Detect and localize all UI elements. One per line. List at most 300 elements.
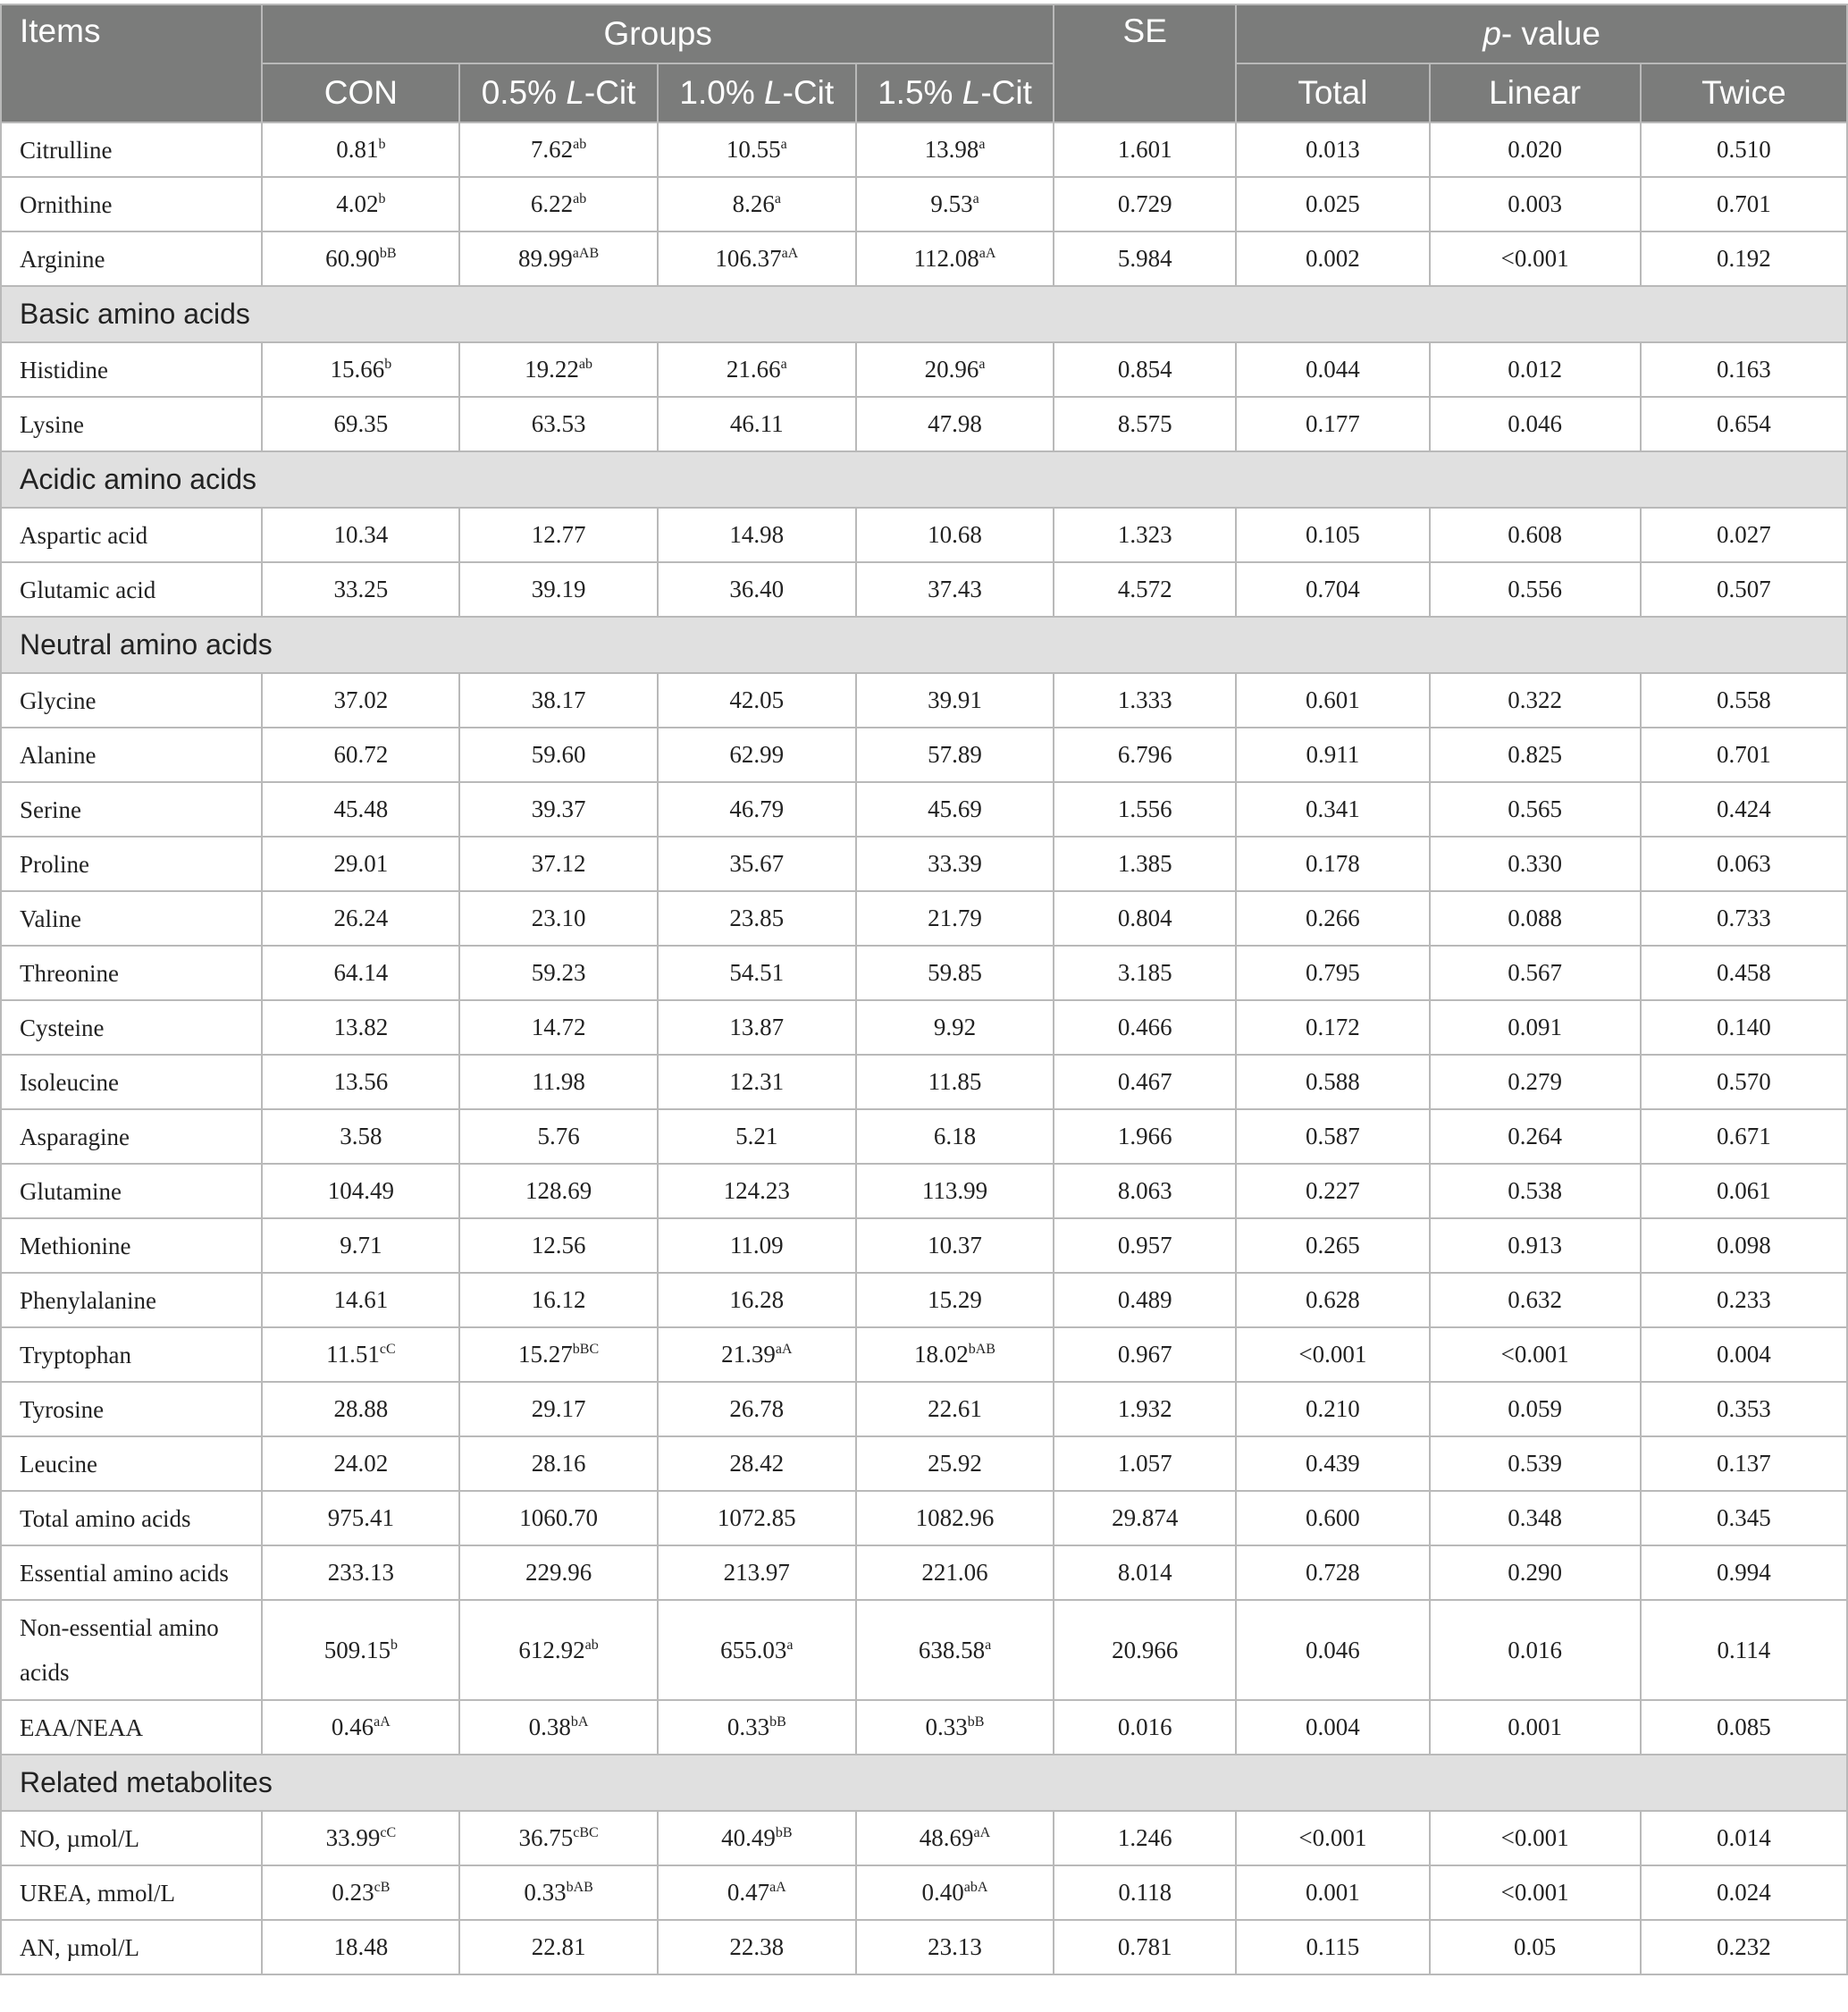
group-value-cell: [658, 782, 856, 837]
p-twice-cell: 0.192: [1641, 232, 1847, 286]
item-name-cell: Tryptophan: [1, 1327, 262, 1382]
p-linear-cell: 0.539: [1430, 1436, 1641, 1491]
significance-superscript: b: [378, 137, 386, 152]
significance-superscript: aAB: [572, 246, 600, 261]
group-value: 11.09: [729, 1232, 784, 1259]
group-value-cell: [459, 946, 657, 1000]
p-total-cell: 0.341: [1236, 782, 1429, 837]
group-value-cell: [658, 1700, 856, 1755]
se-cell: 1.246: [1054, 1811, 1236, 1865]
group-value: 233.13: [327, 1559, 394, 1586]
group-value: 15.66: [330, 356, 385, 383]
group-value-cell: [459, 1109, 657, 1164]
p-twice-cell: 0.654: [1641, 397, 1847, 451]
p-total-cell: 0.172: [1236, 1000, 1429, 1055]
group-value: 10.55: [726, 136, 781, 163]
group-15-prefix: 1.5%: [878, 74, 962, 111]
table-row: [1, 122, 1847, 177]
group-15-suffix: -Cit: [980, 74, 1032, 111]
group-05-header: [459, 63, 657, 122]
group-value-cell: [658, 1109, 856, 1164]
group-value: 15.27: [518, 1341, 573, 1368]
group-value-cell: [856, 342, 1054, 397]
group-value-cell: [262, 177, 459, 232]
p-linear-cell: <0.001: [1430, 1865, 1641, 1920]
group-value: 19.22: [525, 356, 579, 383]
group-value: 9.53: [930, 190, 973, 217]
group-value-cell: [262, 1436, 459, 1491]
item-name-cell: Citrulline: [1, 122, 262, 177]
significance-superscript: a: [780, 357, 787, 372]
group-value-cell: [459, 1382, 657, 1436]
group-value-cell: [262, 1920, 459, 1974]
group-value: 64.14: [333, 959, 389, 986]
p-linear-cell: <0.001: [1430, 1811, 1641, 1865]
group-value: 12.56: [531, 1232, 586, 1259]
group-value: 4.02: [336, 190, 379, 217]
group-con-label: CON: [323, 74, 398, 111]
group-value: 46.79: [729, 796, 785, 822]
table-row: [1, 1600, 1847, 1700]
table-row: [1, 1327, 1847, 1382]
table-row: [1, 1811, 1847, 1865]
item-name-cell: Tyrosine: [1, 1382, 262, 1436]
group-value-cell: [856, 1327, 1054, 1382]
group-value-cell: [856, 122, 1054, 177]
group-value: 9.92: [933, 1014, 977, 1040]
group-value-cell: [459, 342, 657, 397]
group-value-cell: [658, 342, 856, 397]
group-value: 11.85: [928, 1068, 982, 1095]
group-value-cell: [856, 1382, 1054, 1436]
group-value-cell: [262, 232, 459, 286]
p-linear-cell: 0.538: [1430, 1164, 1641, 1218]
p-twice-cell: 0.733: [1641, 891, 1847, 946]
p-total-cell: 0.002: [1236, 232, 1429, 286]
group-value-cell: [658, 728, 856, 782]
group-value-cell: [262, 397, 459, 451]
section-label: Neutral amino acids: [1, 617, 1847, 673]
p-linear-cell: 0.322: [1430, 673, 1641, 728]
item-name-cell: Histidine: [1, 342, 262, 397]
significance-superscript: ab: [584, 1637, 599, 1653]
p-total-cell: 0.587: [1236, 1109, 1429, 1164]
group-value: 22.81: [531, 1933, 586, 1960]
table-row: [1, 1700, 1847, 1755]
p-total-cell: 0.046: [1236, 1600, 1429, 1700]
p-total-cell: 0.227: [1236, 1164, 1429, 1218]
item-name-cell: Proline: [1, 837, 262, 891]
group-value: 21.66: [726, 356, 781, 383]
group-value-cell: [262, 1491, 459, 1545]
significance-superscript: bB: [967, 1714, 985, 1730]
group-value-cell: [262, 1327, 459, 1382]
group-value-cell: [262, 1000, 459, 1055]
group-value: 29.01: [333, 850, 389, 877]
group-value-cell: [856, 891, 1054, 946]
p-total-cell: 0.115: [1236, 1920, 1429, 1974]
p-linear-cell: 0.046: [1430, 397, 1641, 451]
p-twice-cell: 0.558: [1641, 673, 1847, 728]
significance-superscript: cC: [379, 1342, 396, 1357]
group-value: 69.35: [333, 410, 389, 437]
group-value-cell: [459, 397, 657, 451]
p-linear-cell: 0.330: [1430, 837, 1641, 891]
p-linear-cell: 0.016: [1430, 1600, 1641, 1700]
group-value-cell: [658, 673, 856, 728]
group-value-cell: [262, 1382, 459, 1436]
group-value: 60.72: [333, 741, 389, 768]
p-linear-cell: 0.003: [1430, 177, 1641, 232]
group-value: 59.85: [928, 959, 982, 986]
group-value: 14.61: [333, 1286, 389, 1313]
table-row: [1, 891, 1847, 946]
item-name-cell: Phenylalanine: [1, 1273, 262, 1327]
table-row: [1, 782, 1847, 837]
p-twice-cell: 0.507: [1641, 562, 1847, 617]
section-row: [1, 617, 1847, 673]
group-value-cell: [856, 508, 1054, 562]
group-value-cell: [459, 1920, 657, 1974]
group-15-header: [856, 63, 1054, 122]
table-row: [1, 177, 1847, 232]
group-value-cell: [658, 562, 856, 617]
significance-superscript: a: [979, 357, 986, 372]
table-row: [1, 342, 1847, 397]
significance-superscript: aA: [973, 1825, 991, 1840]
group-value: 39.91: [928, 686, 982, 713]
group-value-cell: [658, 1000, 856, 1055]
p-twice-cell: 0.458: [1641, 946, 1847, 1000]
table-row: [1, 508, 1847, 562]
p-twice-cell: 0.024: [1641, 1865, 1847, 1920]
group-value-cell: [262, 1600, 459, 1700]
p-linear-cell: 0.264: [1430, 1109, 1641, 1164]
group-value: 229.96: [525, 1559, 592, 1586]
p-linear-cell: 0.565: [1430, 782, 1641, 837]
section-label: Related metabolites: [1, 1755, 1847, 1811]
group-value: 45.48: [333, 796, 389, 822]
p-total-cell: 0.600: [1236, 1491, 1429, 1545]
group-value-cell: [459, 891, 657, 946]
p-linear-cell: <0.001: [1430, 1327, 1641, 1382]
group-value: 13.98: [924, 136, 979, 163]
significance-superscript: aA: [979, 246, 996, 261]
table-row: [1, 946, 1847, 1000]
group-value-cell: [658, 1218, 856, 1273]
group-value: 54.51: [729, 959, 785, 986]
se-cell: 1.323: [1054, 508, 1236, 562]
p-total-cell: 0.628: [1236, 1273, 1429, 1327]
group-05-prefix: 0.5%: [481, 74, 567, 111]
group-value: 37.12: [531, 850, 586, 877]
p-total-cell: 0.044: [1236, 342, 1429, 397]
p-twice-cell: 0.701: [1641, 728, 1847, 782]
group-value-cell: [262, 1164, 459, 1218]
group-value-cell: [856, 1865, 1054, 1920]
group-value: 5.21: [735, 1123, 778, 1149]
group-value: 42.05: [729, 686, 785, 713]
se-cell: 1.966: [1054, 1109, 1236, 1164]
group-value: 104.49: [327, 1177, 394, 1204]
group-value: 1072.85: [717, 1504, 796, 1531]
p-total-header: Total: [1236, 63, 1429, 122]
table-row: [1, 397, 1847, 451]
item-name-cell: Total amino acids: [1, 1491, 262, 1545]
group-value-cell: [459, 1545, 657, 1600]
item-name-cell: Glycine: [1, 673, 262, 728]
group-value: 26.24: [333, 905, 389, 931]
group-value-cell: [658, 1491, 856, 1545]
group-value-cell: [658, 1164, 856, 1218]
group-value: 12.31: [729, 1068, 785, 1095]
p-twice-cell: 0.570: [1641, 1055, 1847, 1109]
p-linear-cell: 0.091: [1430, 1000, 1641, 1055]
significance-superscript: a: [979, 137, 986, 152]
section-row: [1, 286, 1847, 342]
group-value: 0.46: [331, 1713, 374, 1740]
group-value-cell: [459, 1327, 657, 1382]
group-value: 21.79: [928, 905, 982, 931]
p-total-cell: 0.013: [1236, 122, 1429, 177]
group-value: 14.72: [531, 1014, 586, 1040]
group-value-cell: [856, 1055, 1054, 1109]
group-value-cell: [658, 1382, 856, 1436]
item-name-cell: Aspartic acid: [1, 508, 262, 562]
group-value-cell: [658, 946, 856, 1000]
group-value: 213.97: [723, 1559, 790, 1586]
item-name-cell: Glutamine: [1, 1164, 262, 1218]
group-value: 38.17: [531, 686, 586, 713]
significance-superscript: a: [780, 137, 787, 152]
item-name-cell: Isoleucine: [1, 1055, 262, 1109]
group-value: 10.34: [333, 521, 389, 548]
se-cell: 6.796: [1054, 728, 1236, 782]
group-value-cell: [658, 122, 856, 177]
p-twice-cell: 0.114: [1641, 1600, 1847, 1700]
table-row: [1, 1491, 1847, 1545]
group-value-cell: [856, 1545, 1054, 1600]
group-value-cell: [856, 837, 1054, 891]
group-value: 63.53: [531, 410, 586, 437]
item-name-cell: Serine: [1, 782, 262, 837]
table-row: [1, 232, 1847, 286]
group-value-cell: [658, 1273, 856, 1327]
group-value-cell: [856, 728, 1054, 782]
significance-superscript: a: [985, 1637, 992, 1653]
table-row: [1, 1273, 1847, 1327]
se-cell: 0.118: [1054, 1865, 1236, 1920]
group-value: 57.89: [928, 741, 982, 768]
p-total-cell: 0.177: [1236, 397, 1429, 451]
group-value-cell: [262, 673, 459, 728]
group-value-cell: [856, 177, 1054, 232]
table-row: [1, 1164, 1847, 1218]
group-value-cell: [262, 946, 459, 1000]
item-name-cell: Alanine: [1, 728, 262, 782]
p-twice-cell: 0.163: [1641, 342, 1847, 397]
se-cell: 8.063: [1054, 1164, 1236, 1218]
se-cell: 8.575: [1054, 397, 1236, 451]
group-value: 20.96: [924, 356, 979, 383]
item-name-cell: Lysine: [1, 397, 262, 451]
group-value-cell: [262, 837, 459, 891]
group-value-cell: [262, 508, 459, 562]
group-value: 6.18: [933, 1123, 977, 1149]
se-cell: 0.957: [1054, 1218, 1236, 1273]
group-value-cell: [459, 1491, 657, 1545]
significance-superscript: bB: [769, 1714, 786, 1730]
group-value-cell: [658, 837, 856, 891]
group-value: 0.23: [332, 1879, 374, 1906]
p-linear-cell: 0.608: [1430, 508, 1641, 562]
se-cell: 0.967: [1054, 1327, 1236, 1382]
group-value-cell: [459, 1055, 657, 1109]
p-linear-cell: 0.348: [1430, 1491, 1641, 1545]
p-linear-cell: 0.279: [1430, 1055, 1641, 1109]
p-total-cell: 0.265: [1236, 1218, 1429, 1273]
p-twice-cell: 0.232: [1641, 1920, 1847, 1974]
p-total-cell: 0.001: [1236, 1865, 1429, 1920]
item-name-cell: AN, µmol/L: [1, 1920, 262, 1974]
se-cell: 0.466: [1054, 1000, 1236, 1055]
p-twice-cell: 0.233: [1641, 1273, 1847, 1327]
group-10-suffix: -Cit: [782, 74, 835, 111]
group-value: 5.76: [537, 1123, 580, 1149]
group-value: 23.13: [928, 1933, 982, 1960]
p-linear-cell: 0.567: [1430, 946, 1641, 1000]
significance-superscript: aA: [769, 1880, 786, 1895]
group-value-cell: [856, 1920, 1054, 1974]
group-value-cell: [856, 1600, 1054, 1700]
group-value: 8.26: [732, 190, 775, 217]
group-15-italic: L: [962, 74, 981, 111]
group-value: 1082.96: [915, 1504, 995, 1531]
p-linear-cell: 0.059: [1430, 1382, 1641, 1436]
group-value-cell: [459, 508, 657, 562]
group-value-cell: [856, 1000, 1054, 1055]
p-total-cell: 0.439: [1236, 1436, 1429, 1491]
group-value-cell: [459, 1600, 657, 1700]
p-twice-cell: 0.004: [1641, 1327, 1847, 1382]
section-label: Basic amino acids: [1, 286, 1847, 342]
group-value-cell: [459, 1218, 657, 1273]
p-twice-cell: 0.424: [1641, 782, 1847, 837]
group-value-cell: [262, 1811, 459, 1865]
group-value: 12.77: [531, 521, 586, 548]
table-row: [1, 562, 1847, 617]
group-value-cell: [262, 1109, 459, 1164]
significance-superscript: cB: [374, 1880, 391, 1895]
se-cell: 3.185: [1054, 946, 1236, 1000]
p-total-cell: 0.178: [1236, 837, 1429, 891]
significance-superscript: abA: [963, 1880, 988, 1895]
group-value: 128.69: [525, 1177, 592, 1204]
group-value-cell: [658, 1865, 856, 1920]
group-value-cell: [658, 1545, 856, 1600]
group-value-cell: [856, 1164, 1054, 1218]
group-value-cell: [262, 1700, 459, 1755]
p-linear-cell: 0.556: [1430, 562, 1641, 617]
se-cell: 20.966: [1054, 1600, 1236, 1700]
group-value: 112.08: [913, 245, 979, 272]
group-value: 60.90: [325, 245, 380, 272]
group-value-cell: [459, 837, 657, 891]
item-name-cell: Glutamic acid: [1, 562, 262, 617]
group-value: 21.39: [721, 1341, 776, 1368]
p-twice-cell: 0.137: [1641, 1436, 1847, 1491]
group-value: 18.48: [333, 1933, 389, 1960]
p-value-header: [1236, 4, 1847, 63]
group-value-cell: [459, 562, 657, 617]
se-header: SE: [1054, 4, 1236, 122]
significance-superscript: a: [786, 1637, 794, 1653]
amino-acid-table-wrapper: [0, 4, 1848, 1975]
p-twice-cell: 0.063: [1641, 837, 1847, 891]
group-value-cell: [658, 1327, 856, 1382]
p-twice-cell: 0.061: [1641, 1164, 1847, 1218]
item-name-cell: Leucine: [1, 1436, 262, 1491]
group-value: 0.38: [528, 1713, 571, 1740]
group-value: 89.99: [518, 245, 573, 272]
significance-superscript: bA: [570, 1714, 589, 1730]
p-linear-cell: 0.825: [1430, 728, 1641, 782]
group-value: 15.29: [928, 1286, 982, 1313]
table-row: [1, 1545, 1847, 1600]
group-value: 23.10: [531, 905, 586, 931]
group-value: 62.99: [729, 741, 785, 768]
group-value: 124.23: [723, 1177, 790, 1204]
group-value: 0.33: [925, 1713, 968, 1740]
se-cell: 29.874: [1054, 1491, 1236, 1545]
group-value: 18.02: [914, 1341, 969, 1368]
group-value: 106.37: [715, 245, 782, 272]
p-total-cell: 0.795: [1236, 946, 1429, 1000]
group-value: 22.61: [928, 1395, 982, 1422]
group-value-cell: [459, 1273, 657, 1327]
item-name-cell: Ornithine: [1, 177, 262, 232]
item-name-cell: Cysteine: [1, 1000, 262, 1055]
se-cell: 0.854: [1054, 342, 1236, 397]
p-linear-cell: 0.020: [1430, 122, 1641, 177]
group-value-cell: [856, 1109, 1054, 1164]
group-value: 28.42: [729, 1450, 785, 1477]
group-value: 1060.70: [519, 1504, 598, 1531]
group-value: 612.92: [518, 1636, 585, 1663]
group-value: 975.41: [327, 1504, 394, 1531]
table-row: [1, 837, 1847, 891]
group-value-cell: [459, 1865, 657, 1920]
group-value: 47.98: [928, 410, 982, 437]
group-value-cell: [658, 232, 856, 286]
group-value-cell: [262, 1865, 459, 1920]
p-value-rest: - value: [1500, 15, 1600, 52]
p-total-cell: 0.911: [1236, 728, 1429, 782]
table-row: [1, 1920, 1847, 1974]
p-linear-cell: 0.913: [1430, 1218, 1641, 1273]
group-value: 509.15: [323, 1636, 391, 1663]
table-header: [1, 4, 1847, 122]
se-cell: 0.729: [1054, 177, 1236, 232]
group-value-cell: [658, 1600, 856, 1700]
group-value-cell: [856, 397, 1054, 451]
group-value: 13.56: [333, 1068, 389, 1095]
group-value: 33.39: [928, 850, 982, 877]
table-row: [1, 728, 1847, 782]
se-cell: 0.781: [1054, 1920, 1236, 1974]
item-name-cell: Non-essential amino acids: [1, 1600, 262, 1700]
se-cell: 1.932: [1054, 1382, 1236, 1436]
